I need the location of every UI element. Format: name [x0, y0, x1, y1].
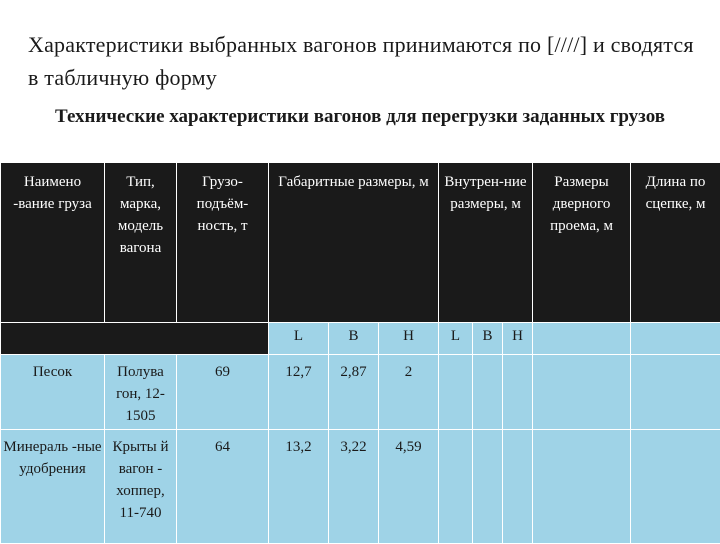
- cell-h: 4,59: [379, 430, 439, 544]
- cell-length: [631, 430, 720, 544]
- subheader-dim-b: B: [329, 323, 379, 355]
- cell-inner-l: [439, 430, 473, 544]
- subheader-door-blank: [533, 323, 631, 355]
- subheader-blank: [1, 323, 269, 355]
- subheader-length-blank: [631, 323, 720, 355]
- subheader-dim-h: H: [379, 323, 439, 355]
- cell-h: 2: [379, 355, 439, 430]
- header-door: Размеры дверного проема, м: [533, 163, 631, 323]
- subheader-inner-h: H: [503, 323, 533, 355]
- cell-capacity: 64: [177, 430, 269, 544]
- table-row: [1, 430, 720, 544]
- intro-text: Характеристики выбранных вагонов принимаются по [////] и сводятся в табличную форму: [28, 28, 708, 94]
- cell-name: Песок: [1, 355, 105, 430]
- cell-length: [631, 355, 720, 430]
- header-name: Наимено -вание груза: [1, 163, 105, 323]
- cell-inner-h: [503, 355, 533, 430]
- table-title: Технические характеристики вагонов для перегрузки заданных грузов: [30, 103, 690, 130]
- header-capacity: Грузо-подъём-ность, т: [177, 163, 269, 323]
- spec-table: [0, 162, 720, 544]
- cell-inner-h: [503, 430, 533, 544]
- header-length: Длина по сцепке, м: [631, 163, 720, 323]
- cell-inner-l: [439, 355, 473, 430]
- header-inner-dimensions: Внутрен-ние размеры, м: [439, 163, 533, 323]
- subheader-inner-b: B: [473, 323, 503, 355]
- cell-l: 12,7: [269, 355, 329, 430]
- cell-door: [533, 355, 631, 430]
- header-dimensions: Габаритные размеры, м: [269, 163, 439, 323]
- subheader-inner-l: L: [439, 323, 473, 355]
- subheader-dim-l: L: [269, 323, 329, 355]
- cell-b: 3,22: [329, 430, 379, 544]
- header-type: Тип, марка, модель вагона: [105, 163, 177, 323]
- cell-name: Минераль -ные удобрения: [1, 430, 105, 544]
- subheader-row: [1, 323, 720, 355]
- cell-b: 2,87: [329, 355, 379, 430]
- cell-type: Крыты й вагон - хоппер, 11-740: [105, 430, 177, 544]
- header-row: [1, 163, 720, 323]
- cell-l: 13,2: [269, 430, 329, 544]
- cell-capacity: 69: [177, 355, 269, 430]
- cell-type: Полува гон, 12-1505: [105, 355, 177, 430]
- table-row: [1, 355, 720, 430]
- cell-inner-b: [473, 430, 503, 544]
- cell-door: [533, 430, 631, 544]
- cell-inner-b: [473, 355, 503, 430]
